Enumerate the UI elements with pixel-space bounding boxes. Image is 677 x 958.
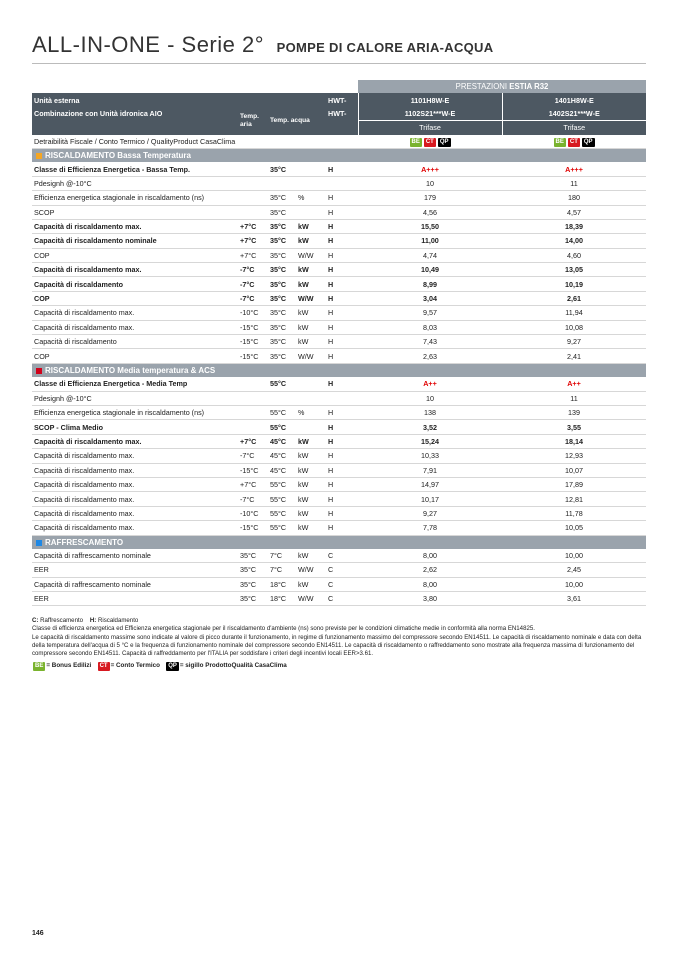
row-unit: W/W	[296, 291, 326, 305]
row-temp-aria: +7°C	[238, 248, 268, 262]
section-header	[32, 535, 646, 549]
row-unit: kW	[296, 277, 326, 291]
be-legend-text: = Bonus Edilizi	[46, 662, 92, 669]
table-row	[32, 592, 646, 606]
row-value-model-2: 4,57	[502, 205, 646, 219]
row-temp-aria: -15°C	[238, 521, 268, 535]
row-temp-aria: -7°C	[238, 492, 268, 506]
row-temp-acqua: 55°C	[268, 521, 296, 535]
section-title: RAFFRESCAMENTO	[45, 537, 124, 547]
table-row	[32, 176, 646, 190]
row-mode: H	[326, 449, 358, 463]
row-unit: kW	[296, 463, 326, 477]
row-value-model-2: 2,61	[502, 291, 646, 305]
row-label: Capacità di riscaldamento max.	[32, 521, 238, 535]
row-temp-acqua: 55°C	[268, 492, 296, 506]
row-label: Capacità di raffrescamento nominale	[32, 549, 238, 563]
row-label: COP	[32, 248, 238, 262]
row-temp-acqua: 55°C	[268, 506, 296, 520]
row-temp-acqua: 45°C	[268, 463, 296, 477]
row-value-model-1: 4,56	[358, 205, 502, 219]
row-temp-acqua: 35°C	[268, 349, 296, 363]
table-row	[32, 248, 646, 262]
row-label: Capacità di riscaldamento max.	[32, 463, 238, 477]
row-mode: H	[326, 434, 358, 448]
row-mode: H	[326, 463, 358, 477]
row-label: Efficienza energetica stagionale in riscaldamento (ns)	[32, 191, 238, 205]
row-unit: kW	[296, 434, 326, 448]
row-value-model-2: A++	[502, 377, 646, 391]
footnote-line-1: Classe di efficienza energetica ed Efficienza energetica stagionale per il riscaldamento d'ambiente (ns) sono previste per le condizioni climatiche medie in conformità alla norma EN14825.	[32, 625, 535, 633]
table-row	[32, 506, 646, 520]
row-temp-aria: 35°C	[238, 563, 268, 577]
row-mode: H	[326, 277, 358, 291]
row-value-model-1: 2,63	[358, 349, 502, 363]
table-row	[32, 492, 646, 506]
temp-aria-header: Temp. aria	[238, 107, 268, 135]
row-value-model-1: 8,00	[358, 577, 502, 591]
combo-label: Combinazione con Unità idronica AIO	[32, 107, 238, 135]
row-label: COP	[32, 291, 238, 305]
row-temp-acqua: 35°C	[268, 263, 296, 277]
row-temp-acqua: 55°C	[268, 405, 296, 419]
row-mode	[326, 176, 358, 190]
row-value-model-2: 10,08	[502, 320, 646, 334]
table-row	[32, 391, 646, 405]
row-unit: W/W	[296, 349, 326, 363]
performance-header-row	[32, 80, 646, 93]
row-temp-aria: +7°C	[238, 477, 268, 491]
row-unit: kW	[296, 506, 326, 520]
row-value-model-2: 13,05	[502, 263, 646, 277]
footnote-legend	[32, 617, 646, 625]
row-value-model-1: 3,52	[358, 420, 502, 434]
row-mode: H	[326, 191, 358, 205]
page-title-main: ALL-IN-ONE - Serie 2°	[32, 32, 265, 57]
ct-badge-icon: CT	[425, 138, 434, 145]
table-row	[32, 477, 646, 491]
qp-badge-icon: QP	[583, 138, 593, 145]
page-subtitle: POMPE DI CALORE ARIA-ACQUA	[276, 40, 494, 55]
row-temp-aria: -10°C	[238, 306, 268, 320]
row-mode	[326, 391, 358, 405]
badge-legend	[32, 662, 287, 671]
row-temp-acqua: 55°C	[268, 477, 296, 491]
row-label: Classe di Efficienza Energetica - Bassa Temp.	[32, 162, 238, 176]
row-label: Capacità di raffrescamento nominale	[32, 577, 238, 591]
temp-acqua-header: Temp. acqua	[268, 107, 326, 135]
footnote-h-text: Riscaldamento	[97, 617, 139, 624]
row-unit: kW	[296, 577, 326, 591]
footnote-line-2: Le capacità di riscaldamento massime sono indicate al valore di picco durante il funzionamento, in regime di funzionamento massimo del compressore secondo EN14511. Le capacità di riscaldamento nominale e data con delta della temperatura dell'acqua di 5 °C e la frequenza di funzionamento nominale del compressore secondo EN14511. Le capacità di riscaldamento o raffreddamento sono mostrate alla frequenza massima di funzionamento del compressore secondo EN14511. Capacità di raffreddamento per l'ITALIA per soddisfare i criteri degli incentivi locali EER>3.61.	[32, 633, 642, 658]
table-row	[32, 563, 646, 577]
footnote-c-text: Raffrescamento	[40, 617, 84, 624]
row-unit: %	[296, 405, 326, 419]
row-mode: H	[326, 320, 358, 334]
row-label: Classe di Efficienza Energetica - Media Temp	[32, 377, 238, 391]
spec-table	[32, 80, 646, 606]
table-row	[32, 263, 646, 277]
row-label: Capacità di riscaldamento max.	[32, 263, 238, 277]
row-temp-acqua: 35°C	[268, 162, 296, 176]
table-row	[32, 549, 646, 563]
row-value-model-2: 10,00	[502, 549, 646, 563]
row-value-model-2: 2,45	[502, 563, 646, 577]
incentive-badges-1	[358, 135, 502, 149]
phase-2: Trifase	[502, 121, 646, 135]
row-mode: H	[326, 219, 358, 233]
row-temp-aria	[238, 162, 268, 176]
row-value-model-2: 10,19	[502, 277, 646, 291]
row-value-model-1: 8,00	[358, 549, 502, 563]
row-value-model-1: A+++	[358, 162, 502, 176]
row-unit	[296, 377, 326, 391]
row-mode: H	[326, 377, 358, 391]
row-unit	[296, 205, 326, 219]
row-label: Pdesignh @-10°C	[32, 176, 238, 190]
row-temp-acqua: 35°C	[268, 306, 296, 320]
row-value-model-1: 8,03	[358, 320, 502, 334]
row-value-model-2: 10,07	[502, 463, 646, 477]
row-unit: %	[296, 191, 326, 205]
row-label: Capacità di riscaldamento max.	[32, 477, 238, 491]
row-label: Efficienza energetica stagionale in riscaldamento (ns)	[32, 405, 238, 419]
row-value-model-1: 2,62	[358, 563, 502, 577]
row-mode: H	[326, 335, 358, 349]
row-value-model-1: 3,04	[358, 291, 502, 305]
section-color-square-icon	[36, 153, 42, 159]
row-temp-acqua: 35°C	[268, 320, 296, 334]
row-temp-acqua: 35°C	[268, 248, 296, 262]
be-badge-icon: BE	[411, 138, 420, 145]
incentives-row	[32, 135, 646, 149]
row-value-model-2: 17,89	[502, 477, 646, 491]
row-value-model-2: 18,39	[502, 219, 646, 233]
outdoor-unit-row	[32, 93, 646, 106]
row-mode: H	[326, 506, 358, 520]
table-row	[32, 349, 646, 363]
page-number: 146	[32, 930, 44, 937]
row-temp-aria: +7°C	[238, 234, 268, 248]
row-unit: kW	[296, 263, 326, 277]
row-mode: H	[326, 306, 358, 320]
table-row	[32, 449, 646, 463]
performance-header	[358, 80, 646, 93]
row-value-model-1: A++	[358, 377, 502, 391]
row-value-model-1: 9,27	[358, 506, 502, 520]
row-value-model-1: 10,17	[358, 492, 502, 506]
row-temp-aria: +7°C	[238, 434, 268, 448]
incentive-badges-2	[502, 135, 646, 149]
row-value-model-1: 14,97	[358, 477, 502, 491]
row-value-model-1: 10	[358, 391, 502, 405]
outdoor-model-2: 1401H8W-E	[502, 93, 646, 106]
row-value-model-1: 10	[358, 176, 502, 190]
row-mode: H	[326, 492, 358, 506]
row-temp-aria: +7°C	[238, 219, 268, 233]
row-value-model-2: 12,93	[502, 449, 646, 463]
title-divider	[32, 63, 646, 64]
row-label: COP	[32, 349, 238, 363]
ct-badge-icon: CT	[569, 138, 578, 145]
row-temp-acqua: 35°C	[268, 205, 296, 219]
row-temp-acqua	[268, 176, 296, 190]
row-temp-aria: -15°C	[238, 320, 268, 334]
row-mode: H	[326, 521, 358, 535]
row-unit: W/W	[296, 592, 326, 606]
row-mode: C	[326, 549, 358, 563]
row-mode: H	[326, 405, 358, 419]
table-row	[32, 162, 646, 176]
row-value-model-2: 11,94	[502, 306, 646, 320]
row-temp-acqua: 45°C	[268, 449, 296, 463]
row-value-model-2: 10,00	[502, 577, 646, 591]
row-temp-acqua: 35°C	[268, 234, 296, 248]
row-temp-aria: 35°C	[238, 549, 268, 563]
footnote-h-key: H:	[89, 617, 97, 624]
row-temp-aria	[238, 377, 268, 391]
row-value-model-2: 14,00	[502, 234, 646, 248]
row-label: Capacità di riscaldamento max.	[32, 506, 238, 520]
table-row	[32, 219, 646, 233]
row-unit: kW	[296, 320, 326, 334]
row-mode: H	[326, 234, 358, 248]
performance-model: ESTIA R32	[509, 82, 549, 92]
section-title: RISCALDAMENTO Media temperatura & ACS	[45, 366, 216, 375]
row-value-model-1: 3,80	[358, 592, 502, 606]
row-mode: C	[326, 563, 358, 577]
section-color-square-icon	[36, 368, 42, 374]
section-header	[32, 363, 646, 377]
row-mode: H	[326, 477, 358, 491]
row-unit: W/W	[296, 563, 326, 577]
row-value-model-1: 15,24	[358, 434, 502, 448]
row-temp-acqua: 35°C	[268, 335, 296, 349]
row-temp-aria: -7°C	[238, 449, 268, 463]
row-unit: kW	[296, 521, 326, 535]
row-mode: H	[326, 291, 358, 305]
row-value-model-1: 7,43	[358, 335, 502, 349]
table-row	[32, 420, 646, 434]
row-value-model-2: 11	[502, 176, 646, 190]
row-temp-acqua: 35°C	[268, 191, 296, 205]
row-temp-acqua: 7°C	[268, 563, 296, 577]
performance-prefix: PRESTAZIONI	[455, 82, 508, 92]
row-label: Capacità di riscaldamento max.	[32, 449, 238, 463]
row-value-model-2: 10,05	[502, 521, 646, 535]
table-row	[32, 277, 646, 291]
table-row	[32, 191, 646, 205]
table-row	[32, 377, 646, 391]
row-value-model-1: 7,91	[358, 463, 502, 477]
row-label: SCOP - Clima Medio	[32, 420, 238, 434]
qp-badge-icon: QP	[439, 138, 449, 145]
row-unit: kW	[296, 549, 326, 563]
table-row	[32, 577, 646, 591]
row-value-model-1: 11,00	[358, 234, 502, 248]
row-temp-acqua: 45°C	[268, 434, 296, 448]
indoor-model-1: 1102S21***W-E	[358, 107, 502, 121]
row-label: Capacità di riscaldamento max.	[32, 434, 238, 448]
row-temp-aria: -10°C	[238, 506, 268, 520]
row-unit	[296, 420, 326, 434]
row-mode: C	[326, 592, 358, 606]
row-label: Capacità di riscaldamento nominale	[32, 234, 238, 248]
qp-badge-icon: QP	[168, 663, 177, 669]
outdoor-unit-label: Unità esterna	[32, 93, 326, 106]
row-value-model-2: 2,41	[502, 349, 646, 363]
row-temp-acqua: 35°C	[268, 291, 296, 305]
table-row	[32, 234, 646, 248]
ct-badge-icon: CT	[99, 663, 108, 669]
row-mode: H	[326, 420, 358, 434]
row-value-model-2: 18,14	[502, 434, 646, 448]
row-value-model-1: 9,57	[358, 306, 502, 320]
row-unit	[296, 391, 326, 405]
indoor-unit-row	[32, 107, 646, 121]
row-temp-acqua: 18°C	[268, 577, 296, 591]
outdoor-model-1: 1101H8W-E	[358, 93, 502, 106]
row-label: Capacità di riscaldamento max.	[32, 320, 238, 334]
row-temp-acqua: 55°C	[268, 377, 296, 391]
row-mode: H	[326, 205, 358, 219]
row-temp-aria: 35°C	[238, 592, 268, 606]
row-value-model-2: 3,55	[502, 420, 646, 434]
row-label: EER	[32, 592, 238, 606]
row-value-model-2: A+++	[502, 162, 646, 176]
row-temp-aria	[238, 191, 268, 205]
row-temp-aria: 35°C	[238, 577, 268, 591]
section-color-square-icon	[36, 540, 42, 546]
row-unit	[296, 162, 326, 176]
row-value-model-1: 7,78	[358, 521, 502, 535]
spec-table-body	[32, 80, 646, 606]
row-temp-aria: -7°C	[238, 277, 268, 291]
ct-legend-text: = Conto Termico	[110, 662, 160, 669]
indoor-model-2: 1402S21***W-E	[502, 107, 646, 121]
row-value-model-2: 9,27	[502, 335, 646, 349]
table-row	[32, 463, 646, 477]
table-row	[32, 291, 646, 305]
row-value-model-1: 4,74	[358, 248, 502, 262]
row-temp-acqua	[268, 391, 296, 405]
row-value-model-2: 139	[502, 405, 646, 419]
row-temp-aria: -15°C	[238, 349, 268, 363]
row-label: SCOP	[32, 205, 238, 219]
row-label: Capacità di riscaldamento	[32, 277, 238, 291]
footnotes	[32, 617, 646, 658]
row-value-model-2: 4,60	[502, 248, 646, 262]
row-temp-aria	[238, 176, 268, 190]
row-temp-acqua: 55°C	[268, 420, 296, 434]
hwt-label-2: HWT-	[326, 107, 358, 135]
table-row	[32, 434, 646, 448]
incentives-label: Detraibilità Fiscale / Conto Termico / QualityProduct CasaClima	[32, 135, 358, 149]
row-label: Capacità di riscaldamento max.	[32, 492, 238, 506]
row-mode: H	[326, 349, 358, 363]
table-row	[32, 335, 646, 349]
row-label: Capacità di riscaldamento max.	[32, 219, 238, 233]
row-unit: W/W	[296, 248, 326, 262]
be-badge-icon: BE	[555, 138, 564, 145]
row-value-model-2: 12,81	[502, 492, 646, 506]
row-mode: H	[326, 248, 358, 262]
row-temp-aria: -7°C	[238, 263, 268, 277]
row-temp-aria	[238, 391, 268, 405]
row-mode: H	[326, 263, 358, 277]
row-unit: kW	[296, 306, 326, 320]
row-label: Capacità di riscaldamento	[32, 335, 238, 349]
row-temp-aria: -7°C	[238, 291, 268, 305]
row-value-model-1: 15,50	[358, 219, 502, 233]
row-unit: kW	[296, 449, 326, 463]
row-temp-aria	[238, 420, 268, 434]
row-mode: C	[326, 577, 358, 591]
row-label: Capacità di riscaldamento max.	[32, 306, 238, 320]
table-row	[32, 320, 646, 334]
row-label: EER	[32, 563, 238, 577]
hwt-label: HWT-	[326, 93, 358, 106]
row-value-model-2: 180	[502, 191, 646, 205]
row-value-model-2: 3,61	[502, 592, 646, 606]
row-value-model-1: 10,49	[358, 263, 502, 277]
row-value-model-2: 11	[502, 391, 646, 405]
table-row	[32, 405, 646, 419]
footnote-c-key: C:	[32, 617, 39, 624]
row-temp-acqua: 35°C	[268, 219, 296, 233]
row-unit	[296, 176, 326, 190]
row-value-model-2: 11,78	[502, 506, 646, 520]
row-temp-aria: -15°C	[238, 335, 268, 349]
phase-1: Trifase	[358, 121, 502, 135]
row-unit: kW	[296, 234, 326, 248]
row-mode: H	[326, 162, 358, 176]
row-temp-acqua: 35°C	[268, 277, 296, 291]
row-label: Pdesignh @-10°C	[32, 391, 238, 405]
table-row	[32, 306, 646, 320]
row-unit: kW	[296, 335, 326, 349]
row-value-model-1: 138	[358, 405, 502, 419]
row-value-model-1: 8,99	[358, 277, 502, 291]
page-title	[32, 32, 493, 58]
section-header	[32, 148, 646, 162]
row-temp-acqua: 7°C	[268, 549, 296, 563]
row-value-model-1: 10,33	[358, 449, 502, 463]
table-row	[32, 521, 646, 535]
row-temp-acqua: 18°C	[268, 592, 296, 606]
row-value-model-1: 179	[358, 191, 502, 205]
table-row	[32, 205, 646, 219]
row-temp-aria	[238, 405, 268, 419]
row-unit: kW	[296, 477, 326, 491]
row-unit: kW	[296, 219, 326, 233]
row-unit: kW	[296, 492, 326, 506]
row-temp-aria	[238, 205, 268, 219]
section-title: RISCALDAMENTO Bassa Temperatura	[45, 151, 191, 161]
qp-legend-text: = sigillo ProdottoQualità CasaClima	[179, 662, 287, 669]
row-temp-aria: -15°C	[238, 463, 268, 477]
be-badge-icon: BE	[35, 663, 44, 669]
